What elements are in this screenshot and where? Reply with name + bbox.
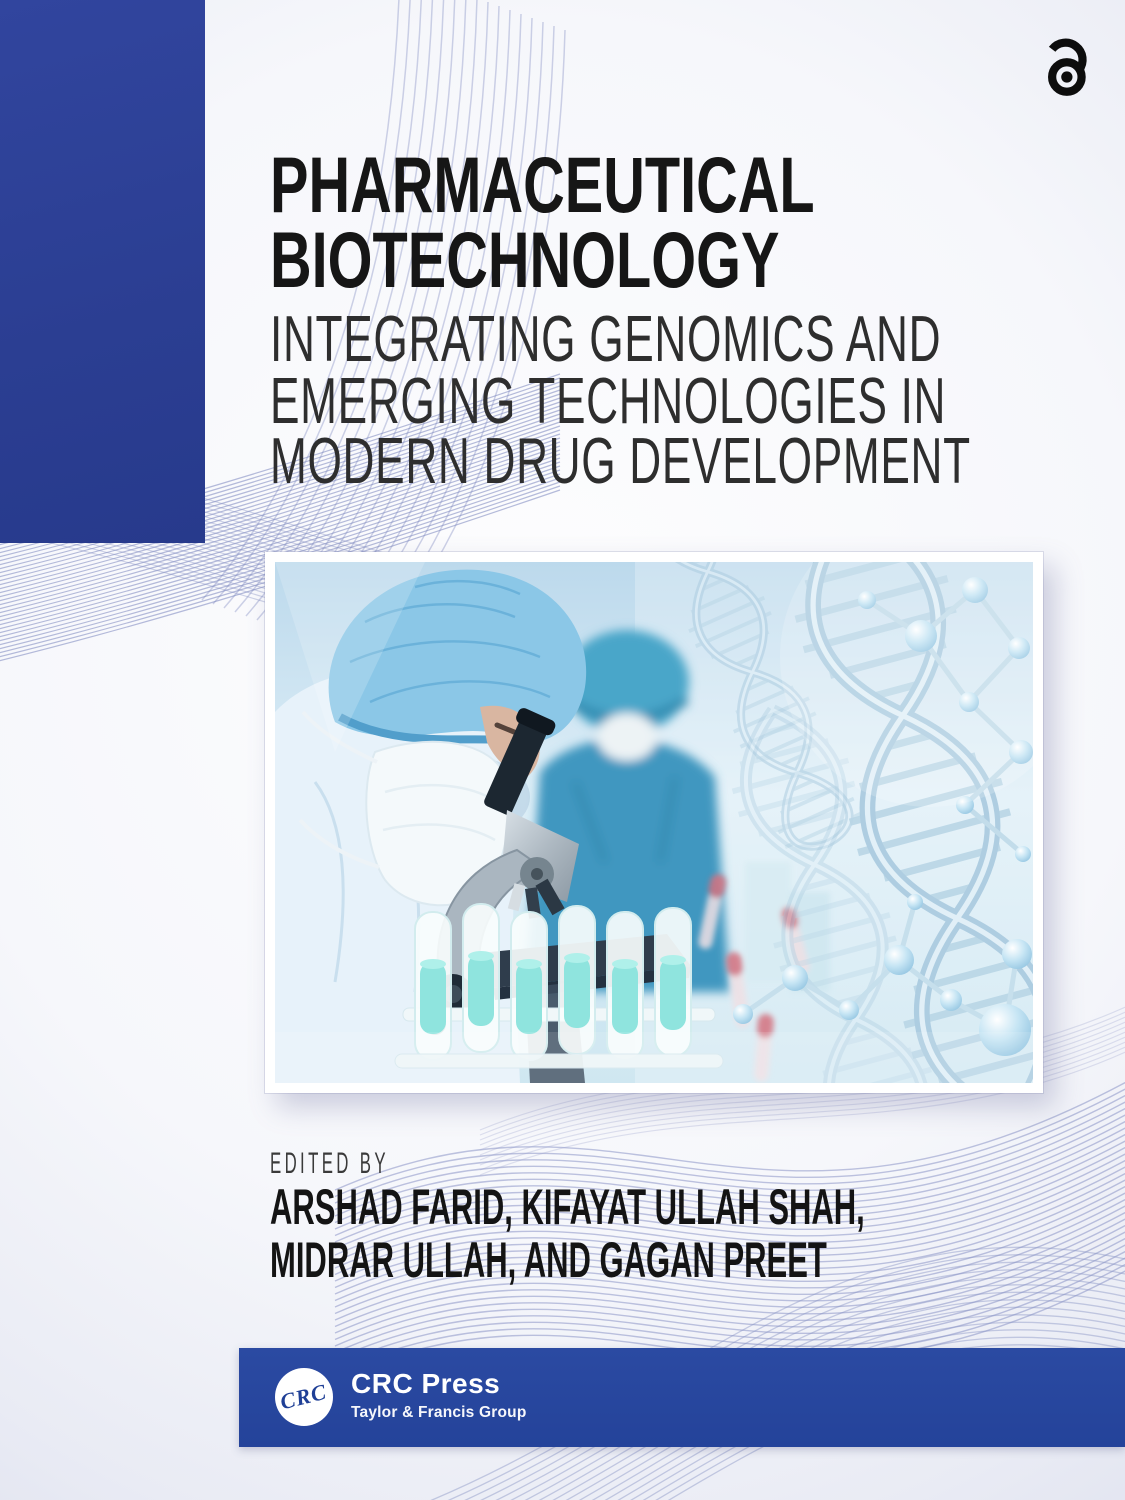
cover-photo-frame	[265, 552, 1043, 1093]
publisher-tagline: Taylor & Francis Group	[351, 1404, 527, 1421]
edited-by-label: EDITED BY	[270, 1147, 389, 1180]
book-subtitle-line-3: MODERN DRUG DEVELOPMENT	[270, 424, 971, 497]
crc-monogram: CRC	[278, 1378, 330, 1415]
crc-logo	[275, 1368, 333, 1426]
book-subtitle-line-2: EMERGING TECHNOLOGIES IN	[270, 364, 947, 437]
cover-photo	[275, 562, 1033, 1083]
book-title-line-1: PHARMACEUTICAL	[270, 140, 815, 229]
publisher-name: CRC Press	[351, 1368, 501, 1399]
open-access-icon	[1040, 24, 1092, 104]
book-subtitle-line-1: INTEGRATING GENOMICS AND	[270, 302, 942, 375]
publisher-bar	[239, 1348, 1125, 1447]
editors-line-2: MIDRAR ULLAH, AND GAGAN PREET	[270, 1232, 827, 1288]
book-title-line-2: BIOTECHNOLOGY	[270, 215, 780, 304]
editors-line-1: ARSHAD FARID, KIFAYAT ULLAH SHAH,	[270, 1179, 865, 1235]
spine-accent-block	[0, 0, 205, 543]
